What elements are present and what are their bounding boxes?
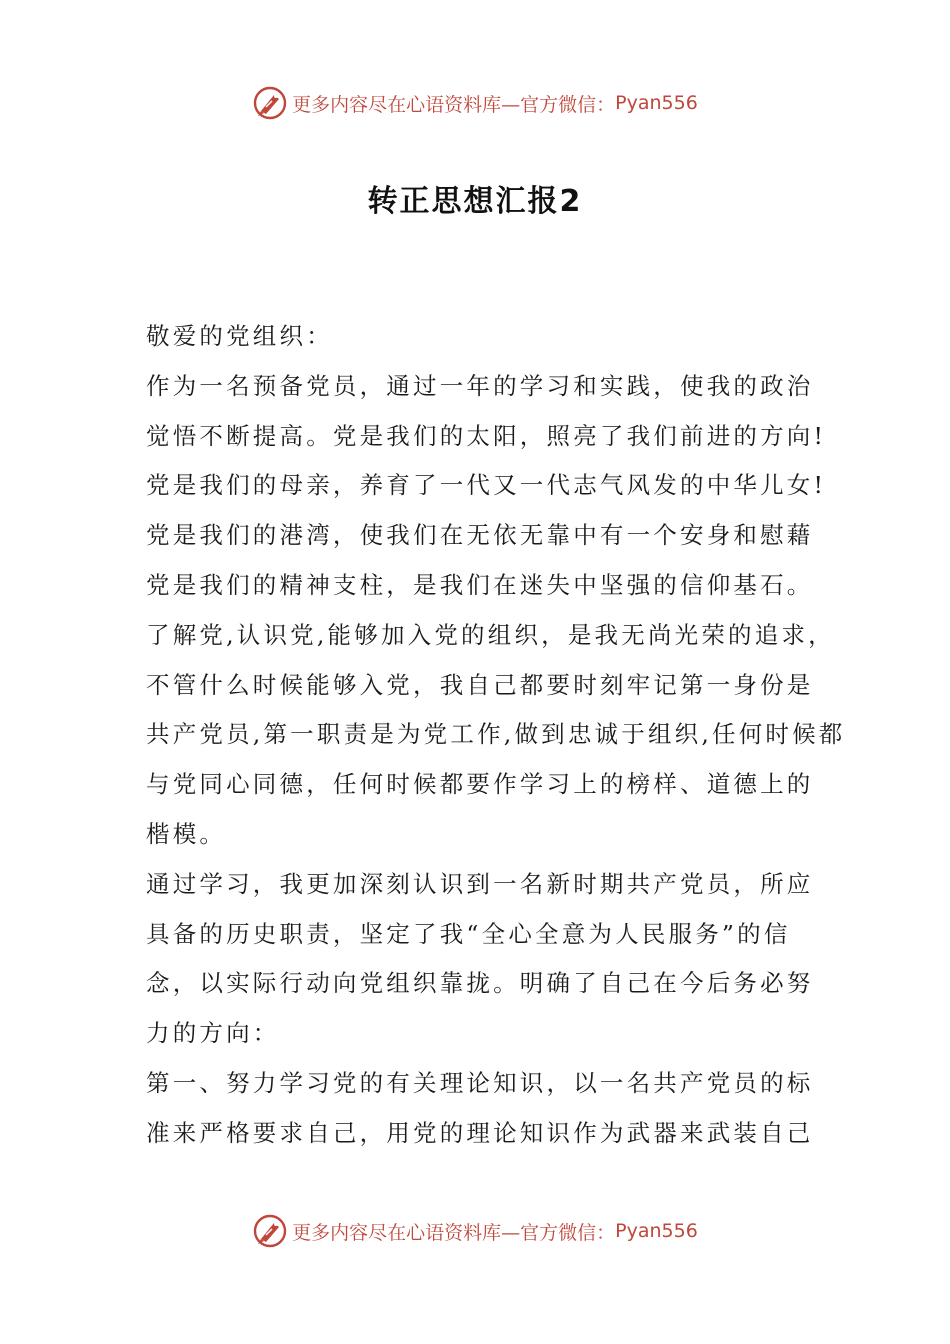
- document-body: [146, 318, 846, 1165]
- body-line: 准来严格要求自己，用党的理论知识作为武器来武装自己: [146, 1118, 814, 1147]
- body-line: 觉悟不断提高。党是我们的太阳，照亮了我们前进的方向!: [146, 421, 827, 450]
- document-title: 转正思想汇报2: [367, 184, 583, 219]
- header-banner: [0, 83, 950, 123]
- pen-nib-logo-icon: [252, 85, 288, 121]
- body-line: 通过学习，我更加深刻认识到一名新时期共产党员，所应: [146, 869, 814, 898]
- body-line: 第一、努力学习党的有关理论知识，以一名共产党员的标: [146, 1068, 814, 1097]
- header-wechat-id: Pyan556: [615, 92, 698, 114]
- header-banner-text: 更多内容尽在心语资料库—官方微信：: [292, 93, 616, 116]
- body-line: 不管什么时候能够入党，我自己都要时刻牢记第一身份是: [146, 670, 814, 699]
- body-line: 具备的历史职责，坚定了我“全心全意为人民服务”的信: [146, 919, 791, 948]
- footer-wechat-id: Pyan556: [615, 1220, 698, 1242]
- body-line: 党是我们的母亲，养育了一代又一代志气风发的中华儿女!: [146, 471, 827, 500]
- footer-banner-text: 更多内容尽在心语资料库—官方微信：: [292, 1221, 616, 1244]
- body-line: 与党同心同德，任何时候都要作学习上的榜样、道德上的: [146, 770, 814, 799]
- body-line: 敬爱的党组织：: [146, 322, 333, 350]
- body-line: 了解党,认识党,能够加入党的组织，是我无尚光荣的追求，: [146, 620, 835, 649]
- body-line: 楷模。: [146, 819, 227, 848]
- body-line: 念，以实际行动向党组织靠拢。明确了自己在今后务必努: [146, 969, 814, 998]
- body-line: 作为一名预备党员，通过一年的学习和实践，使我的政治: [146, 371, 814, 400]
- footer-banner-content: [252, 1213, 698, 1249]
- footer-banner: [0, 1211, 950, 1251]
- body-line: 力的方向：: [146, 1019, 280, 1048]
- pen-nib-logo-icon: [252, 1213, 288, 1249]
- body-line: 党是我们的港湾，使我们在无依无靠中有一个安身和慰藉: [146, 521, 814, 550]
- body-line: 党是我们的精神支柱，是我们在迷失中坚强的信仰基石。: [146, 570, 814, 599]
- header-banner-content: [252, 85, 698, 121]
- body-line: 共产党员,第一职责是为党工作,做到忠诚于组织,任何时候都: [146, 720, 846, 749]
